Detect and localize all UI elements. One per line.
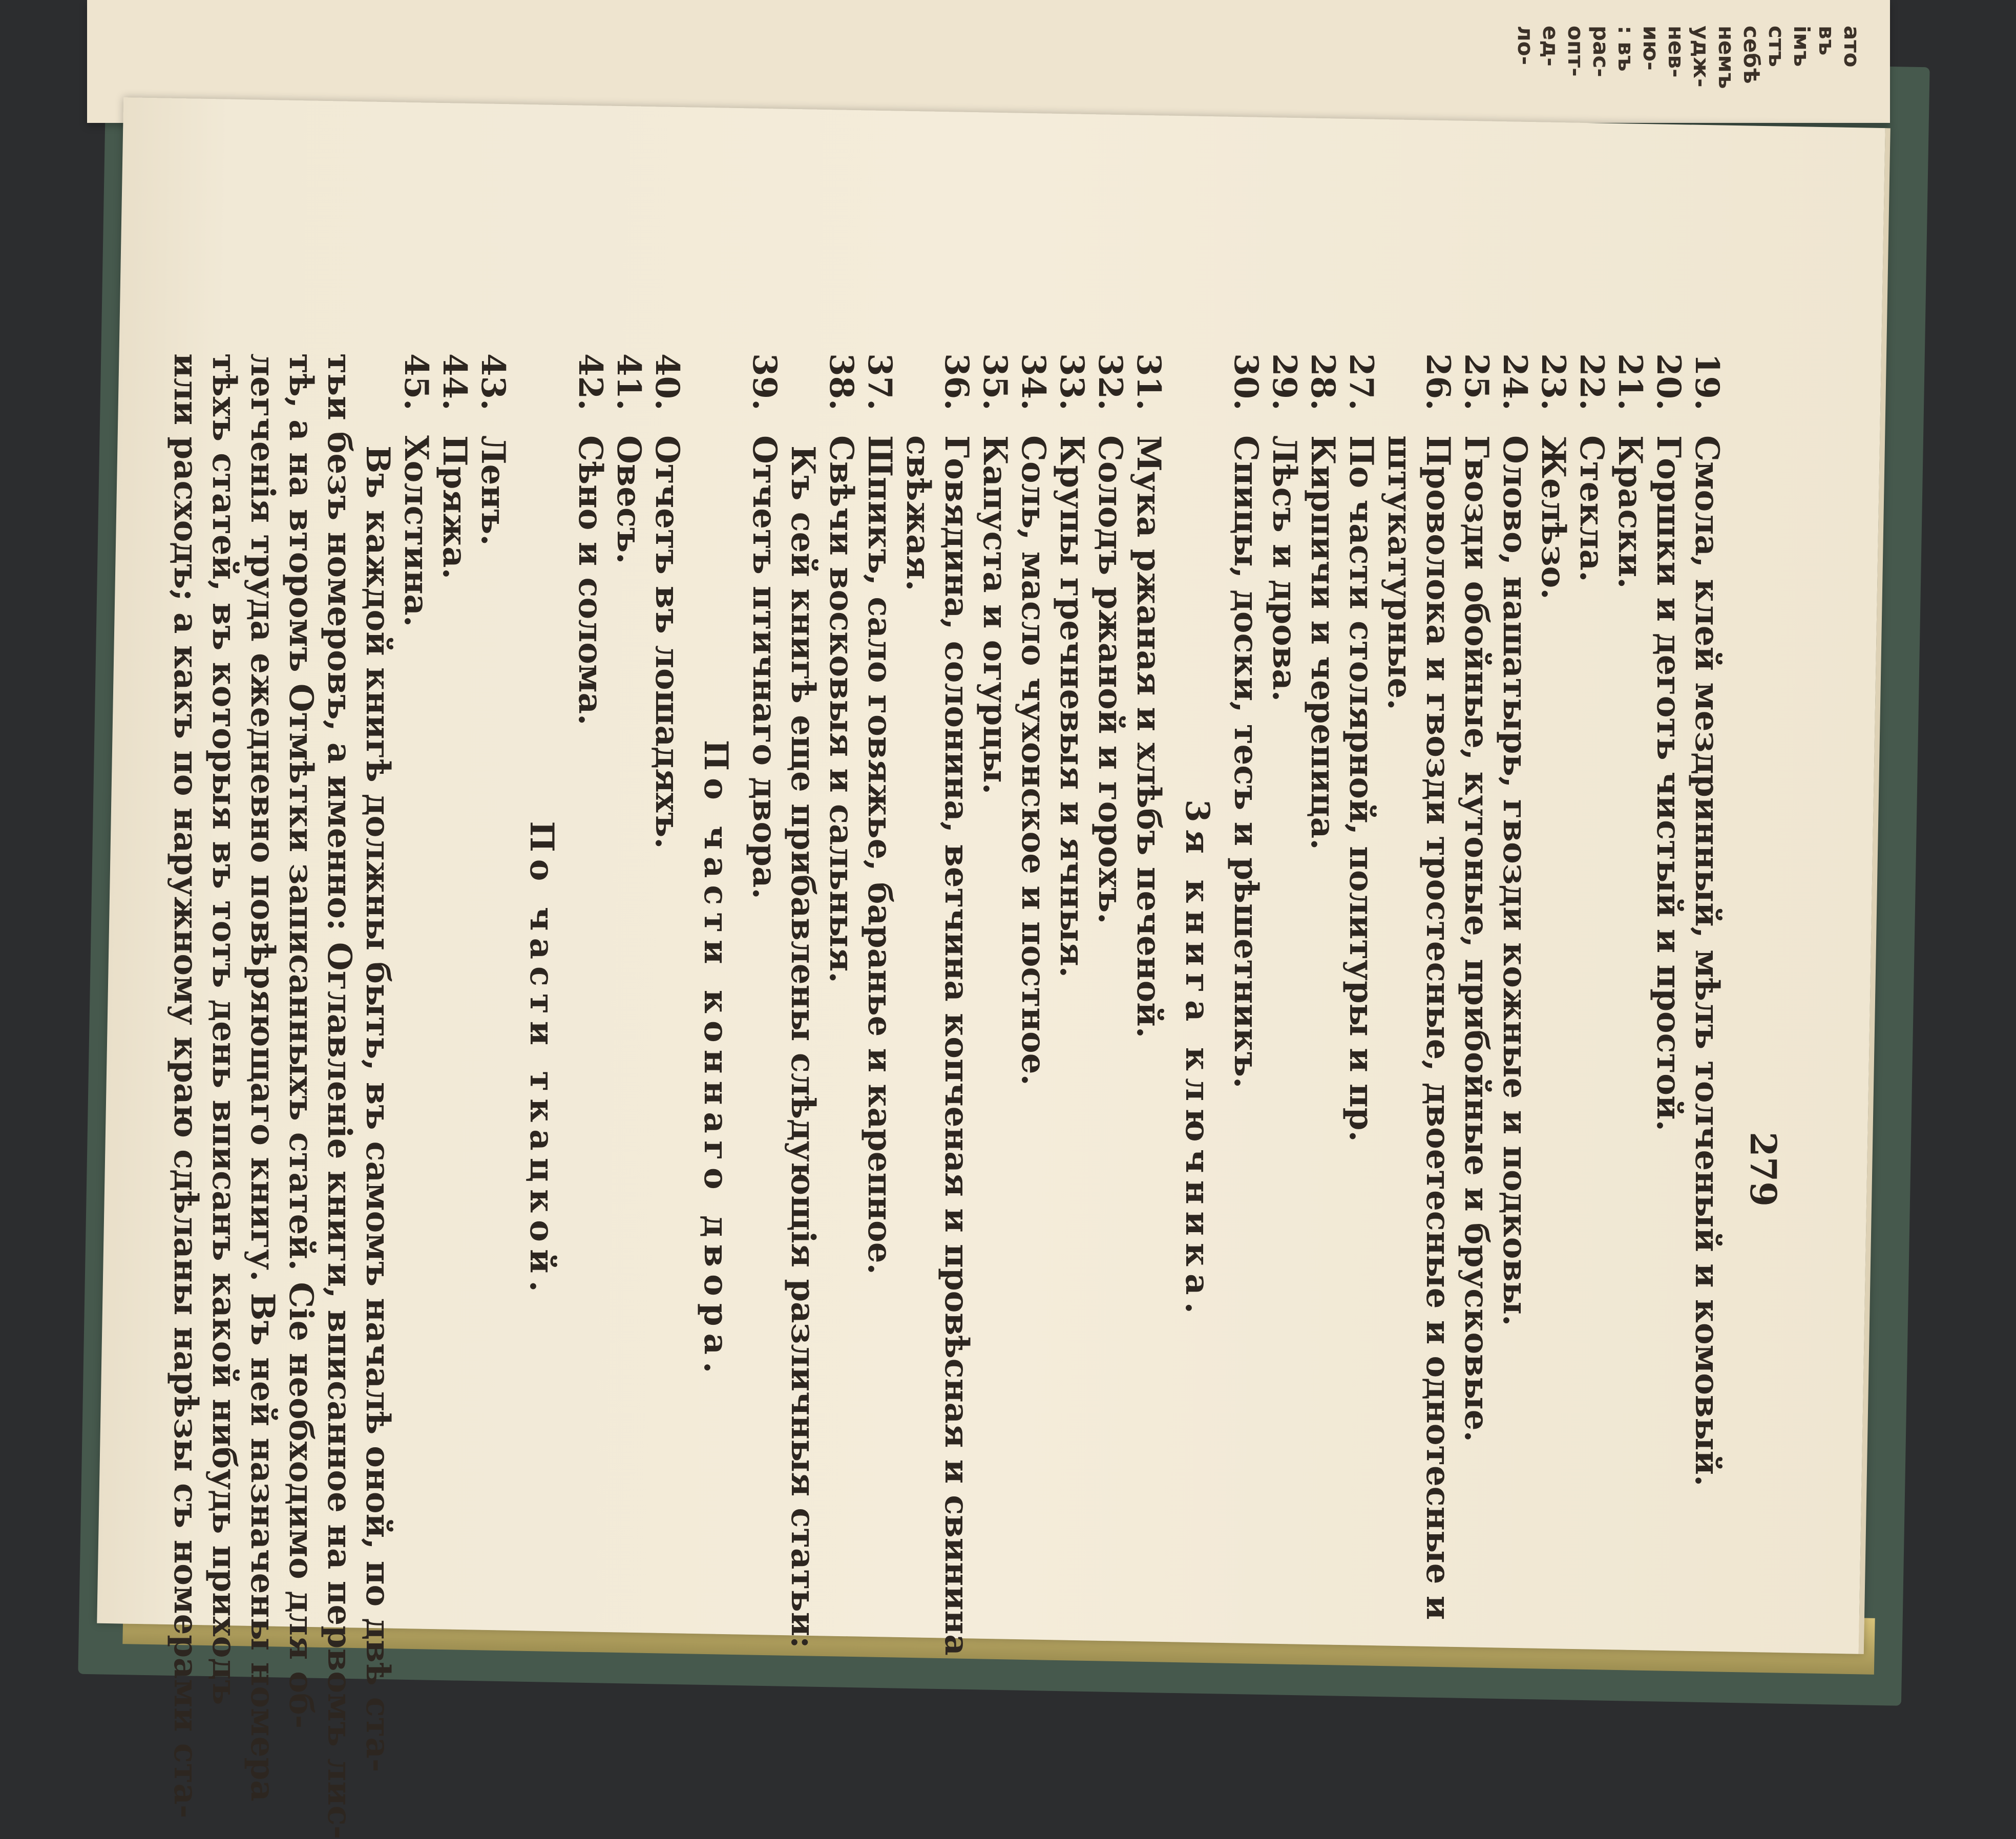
item-text: Говядина, солонина, ветчина копченая и провѣсная и свинина bbox=[937, 435, 976, 1656]
list-item-continuation bbox=[1380, 353, 1419, 1767]
list-item bbox=[1342, 353, 1380, 1767]
item-text: Желѣзо. bbox=[1534, 435, 1572, 600]
list-item bbox=[1053, 353, 1091, 1767]
list-item bbox=[1457, 353, 1496, 1767]
page-text-block bbox=[166, 353, 1784, 1839]
list-item bbox=[1014, 353, 1053, 1767]
list-item bbox=[571, 353, 610, 1767]
item-number: 25. bbox=[1457, 353, 1496, 411]
list-item bbox=[610, 353, 648, 1767]
item-number: 43. bbox=[474, 353, 512, 411]
item-text: штукатурные. bbox=[1380, 435, 1419, 710]
paragraph-line: тьи безъ номеровъ, а именно: Оглавленіе книги, вписанное на первомъ лис- bbox=[320, 353, 359, 1839]
item-number: 35. bbox=[976, 353, 1014, 411]
item-number: 34. bbox=[1014, 353, 1053, 411]
item-number: 38. bbox=[822, 353, 860, 411]
list-item bbox=[1688, 353, 1726, 1767]
item-text: Олово, нашатырь, гвозди кожные и подковы. bbox=[1496, 435, 1534, 1326]
item-number: 40. bbox=[648, 353, 686, 411]
item-text: Краски. bbox=[1611, 435, 1649, 589]
item-number: 22. bbox=[1572, 353, 1611, 411]
item-text: Сѣно и солома. bbox=[571, 435, 610, 726]
list-item bbox=[1227, 353, 1265, 1767]
item-text: Крупы гречневыя и ячныя. bbox=[1053, 435, 1091, 978]
list-item bbox=[976, 353, 1014, 1767]
item-text: Холстина. bbox=[397, 435, 435, 627]
item-text: Гвозди обойные, кутоные, прибойные и брусковые. bbox=[1457, 435, 1496, 1442]
item-text: Шпикъ, сало говяжье, баранье и карепное. bbox=[860, 435, 899, 1275]
item-number: 21. bbox=[1611, 353, 1649, 411]
item-text: Горшки и деготь чистый и простой. bbox=[1649, 435, 1688, 1131]
paragraph-line: Въ каждой книгѣ должны быть, въ самомъ началѣ оной, по двѣ ста- bbox=[359, 446, 397, 1772]
list-item bbox=[1091, 353, 1129, 1767]
list-item bbox=[435, 353, 474, 1767]
item-text: Ленъ. bbox=[474, 435, 512, 546]
list-item bbox=[1304, 353, 1342, 1767]
list-item bbox=[822, 353, 860, 1767]
item-number: 24. bbox=[1496, 353, 1534, 411]
list-item bbox=[860, 353, 899, 1767]
item-number: 26. bbox=[1419, 353, 1457, 411]
item-number: 32. bbox=[1091, 353, 1129, 411]
paragraph-line: легченія труда ежедневно повѣряющаго книгу. Въ ней назначены номера bbox=[243, 353, 282, 1802]
item-text: Лѣсъ и дрова. bbox=[1265, 435, 1304, 702]
list-item bbox=[1496, 353, 1534, 1767]
item-text: Стекла. bbox=[1572, 435, 1611, 582]
item-number: 41. bbox=[610, 353, 648, 411]
item-number: 23. bbox=[1534, 353, 1572, 411]
item-number: 39. bbox=[745, 353, 784, 411]
list-item bbox=[648, 353, 686, 1767]
list-item bbox=[474, 353, 512, 1767]
list-item bbox=[397, 353, 435, 1767]
item-text: Кирпичи и черепица. bbox=[1304, 435, 1342, 850]
list-item bbox=[1419, 353, 1457, 1767]
item-text: Соль, масло чухонское и постное. bbox=[1014, 435, 1053, 1086]
item-number: 28. bbox=[1304, 353, 1342, 411]
item-text: Свѣчи восковыя и сальныя. bbox=[822, 435, 860, 983]
item-number: 45. bbox=[397, 353, 435, 411]
item-number: 27. bbox=[1342, 353, 1380, 411]
list-item bbox=[1649, 353, 1688, 1767]
item-number: 20. bbox=[1649, 353, 1688, 411]
item-number: 36. bbox=[937, 353, 976, 411]
entries-list bbox=[166, 353, 1726, 1839]
item-number: 29. bbox=[1265, 353, 1304, 411]
item-number: 37. bbox=[860, 353, 899, 411]
item-text: Отчетъ въ лошадяхъ. bbox=[648, 435, 686, 849]
item-text: По части столярной, политуры и пр. bbox=[1342, 435, 1380, 1142]
item-text: Отчетъ птичнаго двора. bbox=[745, 435, 784, 899]
item-number: 30. bbox=[1227, 353, 1265, 411]
item-text: Смола, клей мездринный, мѣлъ толченый и комовый. bbox=[1688, 435, 1726, 1487]
section-heading: По части ткацкой. bbox=[522, 821, 561, 1299]
paragraph-line: тѣ, а на второмъ Отмѣтки записанныхъ статей. Сіе необходимо для об- bbox=[282, 353, 320, 1729]
item-text: Пряжа. bbox=[435, 435, 474, 579]
item-text: Проволока и гвозди тростесные, двоетесные и однотесные и bbox=[1419, 435, 1457, 1620]
paragraph-line: тѣхъ статей, въ которыя въ тотъ день вписанъ какой нибудь приходъ bbox=[205, 353, 243, 1705]
list-item bbox=[1611, 353, 1649, 1767]
list-item bbox=[1129, 353, 1168, 1767]
item-number: 33. bbox=[1053, 353, 1091, 411]
item-number: 42. bbox=[571, 353, 610, 411]
item-text: Овесъ. bbox=[610, 435, 648, 564]
note-text: Къ сей книгѣ еще прибавлены слѣдующія различныя статьи: bbox=[784, 446, 822, 1648]
item-number: 19. bbox=[1688, 353, 1726, 411]
list-item bbox=[1265, 353, 1304, 1767]
section-heading: 3я книга ключника. bbox=[1178, 799, 1216, 1321]
item-text: Капуста и огурцы. bbox=[976, 435, 1014, 794]
list-item-continuation bbox=[899, 353, 937, 1767]
item-text: Спицы, доски, тесъ и рѣшетникъ. bbox=[1227, 435, 1265, 1089]
list-item bbox=[1572, 353, 1611, 1767]
section-heading: По части коннаго двора. bbox=[697, 739, 735, 1381]
page-number: 279 bbox=[1742, 1132, 1784, 1207]
list-item bbox=[1534, 353, 1572, 1767]
previous-page-edge-text: ато въ імъ стъ себѣ немъ удж- нев- ию- : въ рас- опт- ед- ло- bbox=[1513, 26, 1864, 89]
item-number: 44. bbox=[435, 353, 474, 411]
item-text: свѣжая. bbox=[899, 435, 937, 591]
item-number: 31. bbox=[1129, 353, 1168, 411]
list-item bbox=[937, 353, 976, 1767]
paragraph-line: или расходъ; а какъ по наружному краю сдѣланы нарѣзы съ номерами ста- bbox=[166, 353, 205, 1819]
item-text: Солодъ ржаной и горохъ. bbox=[1091, 435, 1129, 924]
list-item bbox=[745, 353, 784, 1767]
item-text: Мука ржаная и хлѣбъ печеной. bbox=[1129, 435, 1168, 1038]
